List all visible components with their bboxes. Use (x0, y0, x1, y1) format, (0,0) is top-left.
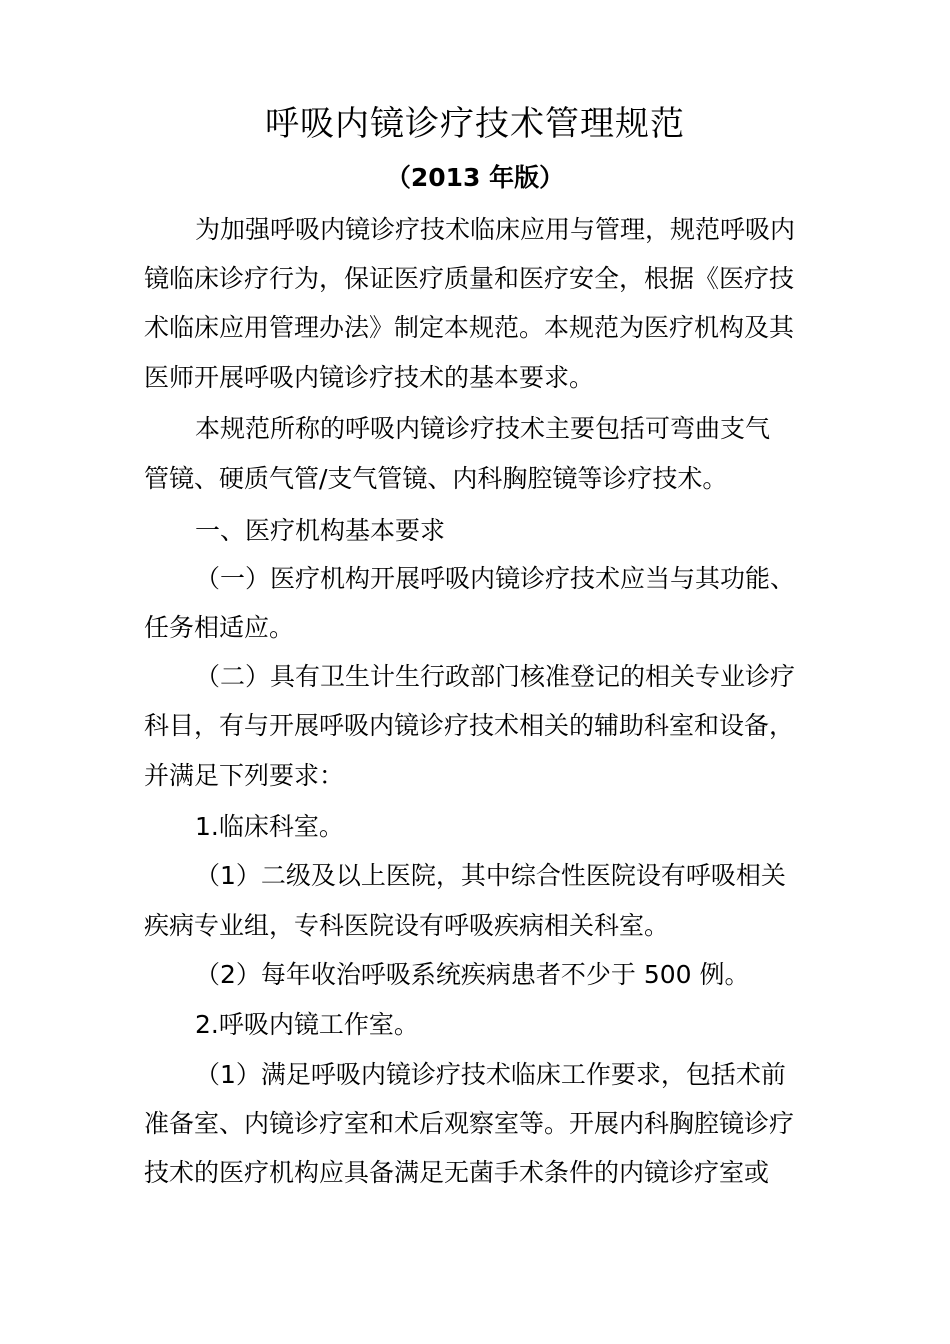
paragraph-line: 镜临床诊疗行为，保证医疗质量和医疗安全，根据《医疗技 (144, 264, 795, 293)
paragraph-line: 并满足下列要求： (144, 761, 345, 790)
subsection-heading: 2.呼吸内镜工作室。 (195, 1010, 419, 1039)
section-heading: 一、医疗机构基本要求 (195, 516, 446, 545)
document-title: 呼吸内镜诊疗技术管理规范 (265, 104, 685, 144)
paragraph-line: （1）二级及以上医院，其中综合性医院设有呼吸相关 (195, 861, 786, 890)
paragraph-line: 准备室、内镜诊疗室和术后观察室等。开展内科胸腔镜诊疗 (144, 1109, 795, 1138)
paragraph-line: 疾病专业组，专科医院设有呼吸疾病相关科室。 (144, 911, 670, 940)
paragraph-line: 本规范所称的呼吸内镜诊疗技术主要包括可弯曲支气 (195, 414, 771, 443)
paragraph-line: 为加强呼吸内镜诊疗技术临床应用与管理，规范呼吸内 (195, 215, 796, 244)
paragraph-line: 术临床应用管理办法》制定本规范。本规范为医疗机构及其 (144, 313, 795, 342)
paragraph-line: （1）满足呼吸内镜诊疗技术临床工作要求，包括术前 (195, 1060, 786, 1089)
paragraph-line: 科目，有与开展呼吸内镜诊疗技术相关的辅助科室和设备， (144, 711, 795, 740)
document-subtitle: （2013 年版） (385, 163, 565, 192)
paragraph-line: 医师开展呼吸内镜诊疗技术的基本要求。 (144, 363, 595, 392)
subsection-heading: 1.临床科室。 (195, 812, 344, 841)
paragraph-line: （一）医疗机构开展呼吸内镜诊疗技术应当与其功能、 (195, 564, 796, 593)
paragraph-line: 管镜、硬质气管/支气管镜、内科胸腔镜等诊疗技术。 (144, 464, 728, 493)
paragraph-line: 任务相适应。 (144, 613, 295, 642)
paragraph-line: 技术的医疗机构应具备满足无菌手术条件的内镜诊疗室或 (144, 1158, 770, 1187)
paragraph-line: （二）具有卫生计生行政部门核准登记的相关专业诊疗 (195, 662, 796, 691)
paragraph-line: （2）每年收治呼吸系统疾病患者不少于 500 例。 (195, 960, 750, 989)
